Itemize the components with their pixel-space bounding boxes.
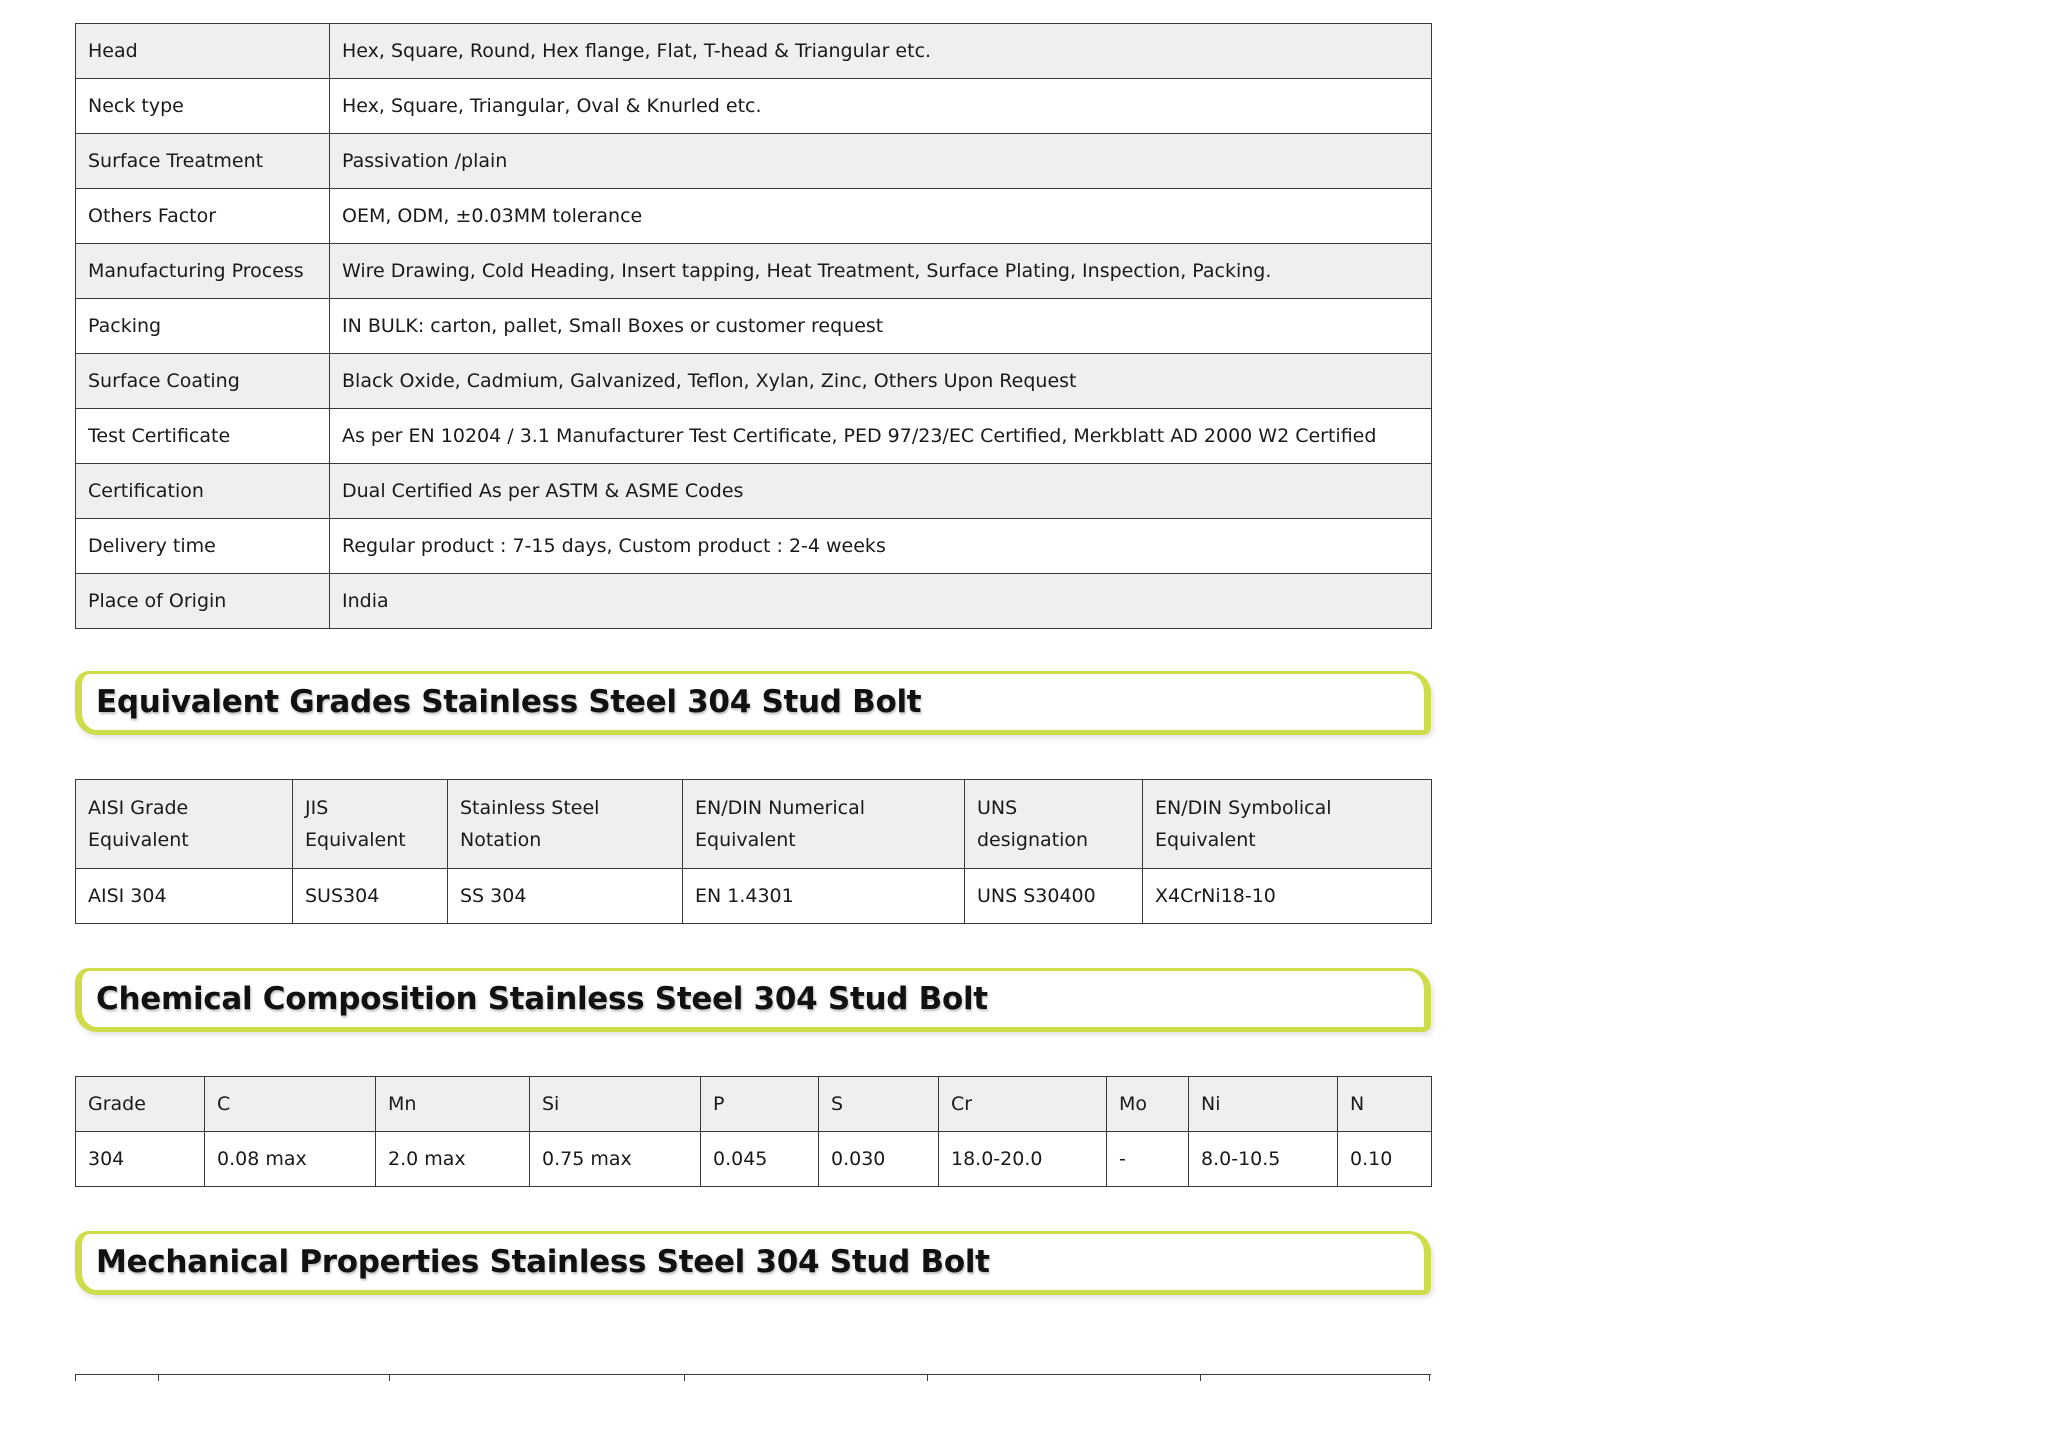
- spec-label: Place of Origin: [76, 574, 330, 629]
- spec-label: Manufacturing Process: [76, 244, 330, 299]
- table-cell: 0.030: [819, 1132, 939, 1187]
- spec-label: Surface Coating: [76, 354, 330, 409]
- spec-label: Others Factor: [76, 189, 330, 244]
- table-cell: 304: [76, 1132, 205, 1187]
- spec-label: Neck type: [76, 79, 330, 134]
- spec-value: As per EN 10204 / 3.1 Manufacturer Test Certificate, PED 97/23/EC Certified, Merkblatt AD 2000 W2 Certified: [330, 409, 1432, 464]
- spec-label: Certification: [76, 464, 330, 519]
- spec-value: Passivation /plain: [330, 134, 1432, 189]
- spec-value: Hex, Square, Round, Hex flange, Flat, T-head & Triangular etc.: [330, 24, 1432, 79]
- table-row: [76, 519, 1432, 574]
- spec-label: Surface Treatment: [76, 134, 330, 189]
- content-area: [75, 23, 1431, 1295]
- table-cell: X4CrNi18-10: [1143, 869, 1432, 924]
- chemical-composition-table: [75, 1076, 1432, 1187]
- column-header: P: [701, 1077, 819, 1132]
- section-title: Equivalent Grades Stainless Steel 304 Stud Bolt: [96, 684, 922, 720]
- table-cell: EN 1.4301: [683, 869, 965, 924]
- spec-value: Black Oxide, Cadmium, Galvanized, Teflon, Xylan, Zinc, Others Upon Request: [330, 354, 1432, 409]
- table-cell: -: [1107, 1132, 1189, 1187]
- column-header: C: [205, 1077, 376, 1132]
- column-header: EN/DIN Symbolical Equivalent: [1143, 780, 1432, 869]
- table-row: [76, 1132, 1432, 1187]
- column-header: Cr: [939, 1077, 1107, 1132]
- table-column-rule: [389, 1375, 390, 1381]
- table-header-row: [76, 780, 1432, 869]
- spec-label: Head: [76, 24, 330, 79]
- column-header: Ni: [1189, 1077, 1338, 1132]
- table-cell: SUS304: [293, 869, 448, 924]
- section-title: Mechanical Properties Stainless Steel 304 Stud Bolt: [96, 1244, 990, 1280]
- table-row: [76, 189, 1432, 244]
- table-cell: 2.0 max: [376, 1132, 530, 1187]
- spec-value: India: [330, 574, 1432, 629]
- mechanical-properties-table-top-edge: [75, 1374, 1431, 1381]
- table-header-row: [76, 1077, 1432, 1132]
- column-header: N: [1338, 1077, 1432, 1132]
- spec-value: Wire Drawing, Cold Heading, Insert tapping, Heat Treatment, Surface Plating, Inspection, Packing.: [330, 244, 1432, 299]
- spec-value: Regular product : 7-15 days, Custom product : 2-4 weeks: [330, 519, 1432, 574]
- table-column-rule: [1200, 1375, 1201, 1381]
- table-cell: 0.045: [701, 1132, 819, 1187]
- table-cell: 0.75 max: [530, 1132, 701, 1187]
- column-header: Grade: [76, 1077, 205, 1132]
- section-heading-equivalent-grades: [75, 671, 1431, 735]
- table-cell: SS 304: [448, 869, 683, 924]
- table-column-rule: [75, 1375, 76, 1381]
- spec-value: OEM, ODM, ±0.03MM tolerance: [330, 189, 1432, 244]
- specification-table: [75, 23, 1432, 629]
- table-row: [76, 354, 1432, 409]
- table-row: [76, 464, 1432, 519]
- table-column-rule: [1429, 1375, 1430, 1381]
- table-row: [76, 134, 1432, 189]
- table-row: [76, 409, 1432, 464]
- table-column-rule: [927, 1375, 928, 1381]
- section-heading-chemical-composition: [75, 968, 1431, 1032]
- table-cell: UNS S30400: [965, 869, 1143, 924]
- equivalent-grades-table: [75, 779, 1432, 924]
- column-header: EN/DIN Numerical Equivalent: [683, 780, 965, 869]
- table-cell: 18.0-20.0: [939, 1132, 1107, 1187]
- table-column-rule: [158, 1375, 159, 1381]
- column-header: Si: [530, 1077, 701, 1132]
- column-header: JIS Equivalent: [293, 780, 448, 869]
- column-header: S: [819, 1077, 939, 1132]
- table-column-rule: [684, 1375, 685, 1381]
- table-row: [76, 574, 1432, 629]
- spec-label: Test Certificate: [76, 409, 330, 464]
- table-row: [76, 299, 1432, 354]
- table-cell: 0.08 max: [205, 1132, 376, 1187]
- spec-value: IN BULK: carton, pallet, Small Boxes or customer request: [330, 299, 1432, 354]
- table-cell: 0.10: [1338, 1132, 1432, 1187]
- column-header: Mo: [1107, 1077, 1189, 1132]
- column-header: UNS designation: [965, 780, 1143, 869]
- column-header: Stainless Steel Notation: [448, 780, 683, 869]
- spec-label: Delivery time: [76, 519, 330, 574]
- table-row: [76, 79, 1432, 134]
- spec-value: Dual Certified As per ASTM & ASME Codes: [330, 464, 1432, 519]
- table-cell: 8.0-10.5: [1189, 1132, 1338, 1187]
- table-row: [76, 244, 1432, 299]
- spec-label: Packing: [76, 299, 330, 354]
- table-row: [76, 24, 1432, 79]
- section-heading-mechanical-properties: [75, 1231, 1431, 1295]
- column-header: AISI Grade Equivalent: [76, 780, 293, 869]
- section-title: Chemical Composition Stainless Steel 304 Stud Bolt: [96, 981, 988, 1017]
- table-cell: AISI 304: [76, 869, 293, 924]
- spec-value: Hex, Square, Triangular, Oval & Knurled etc.: [330, 79, 1432, 134]
- column-header: Mn: [376, 1077, 530, 1132]
- table-row: [76, 869, 1432, 924]
